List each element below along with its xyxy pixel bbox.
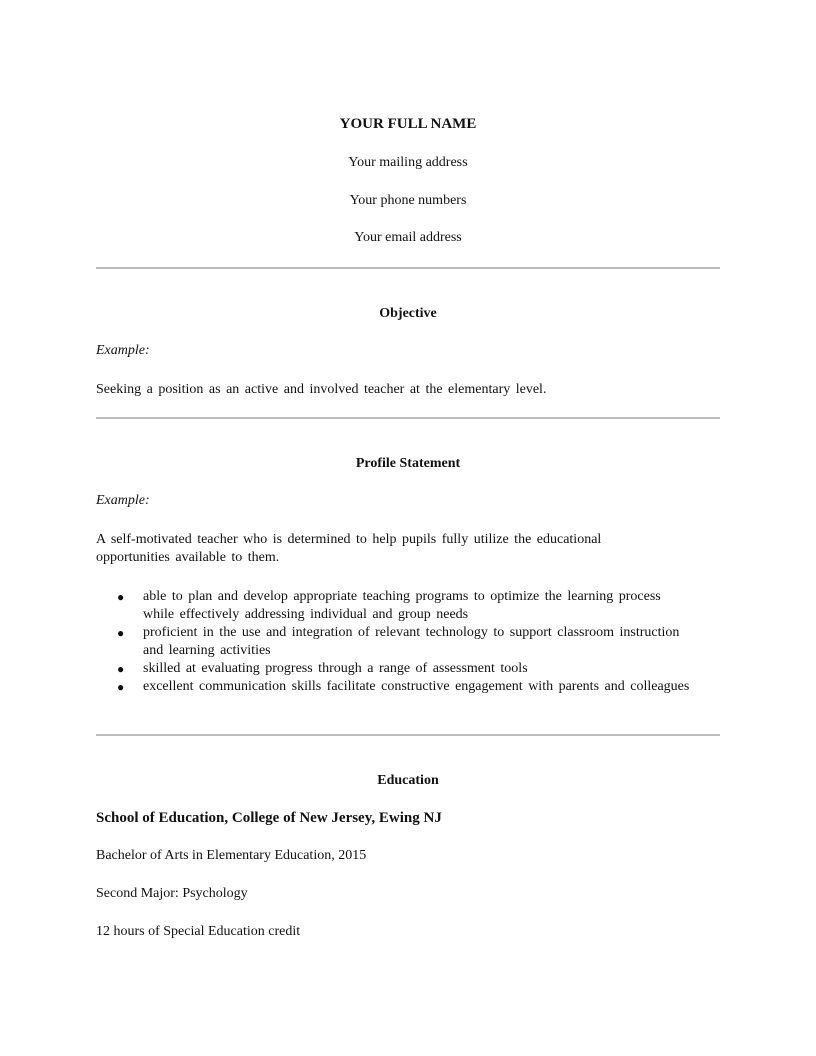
skills-list [96, 588, 696, 696]
objective-example-label: Example: [96, 343, 150, 358]
second-major: Second Major: Psychology [96, 886, 248, 901]
mailing-address: Your mailing address [348, 155, 468, 170]
bullet-icon: ● [117, 662, 125, 676]
list-item-text: excellent communication skills facilitate constructive engagement with parents and colleagues [143, 679, 690, 694]
education-heading: Education [377, 773, 439, 788]
profile-example-label: Example: [96, 493, 150, 508]
phone-numbers: Your phone numbers [349, 193, 467, 208]
list-item [96, 624, 696, 660]
list-item-text: proficient in the use and integration of relevant technology to support classroom instruction and learning activities [143, 625, 680, 658]
profile-heading: Profile Statement [355, 456, 461, 471]
school-name: School of Education, College of New Jersey, Ewing NJ [96, 810, 442, 826]
list-item [96, 588, 696, 624]
list-item-text: able to plan and develop appropriate teaching programs to optimize the learning process while effectively addressing individual and group needs [143, 589, 661, 622]
list-item-text: skilled at evaluating progress through a range of assessment tools [143, 661, 528, 676]
degree: Bachelor of Arts in Elementary Education, 2015 [96, 848, 367, 863]
list-item [96, 660, 696, 678]
special-education-credit: 12 hours of Special Education credit [96, 924, 301, 939]
objective-text: Seeking a position as an active and involved teacher at the elementary level. [96, 382, 547, 397]
bullet-icon: ● [117, 590, 125, 604]
list-item [96, 678, 696, 696]
profile-text: A self-motivated teacher who is determined to help pupils fully utilize the educational opportunities available to them. [96, 532, 602, 565]
divider [96, 734, 720, 736]
email-address: Your email address [354, 230, 462, 245]
divider [96, 267, 720, 269]
full-name: YOUR FULL NAME [339, 116, 477, 132]
bullet-icon: ● [117, 680, 125, 694]
bullet-icon: ● [117, 626, 125, 640]
divider [96, 417, 720, 419]
objective-heading: Objective [379, 306, 437, 321]
